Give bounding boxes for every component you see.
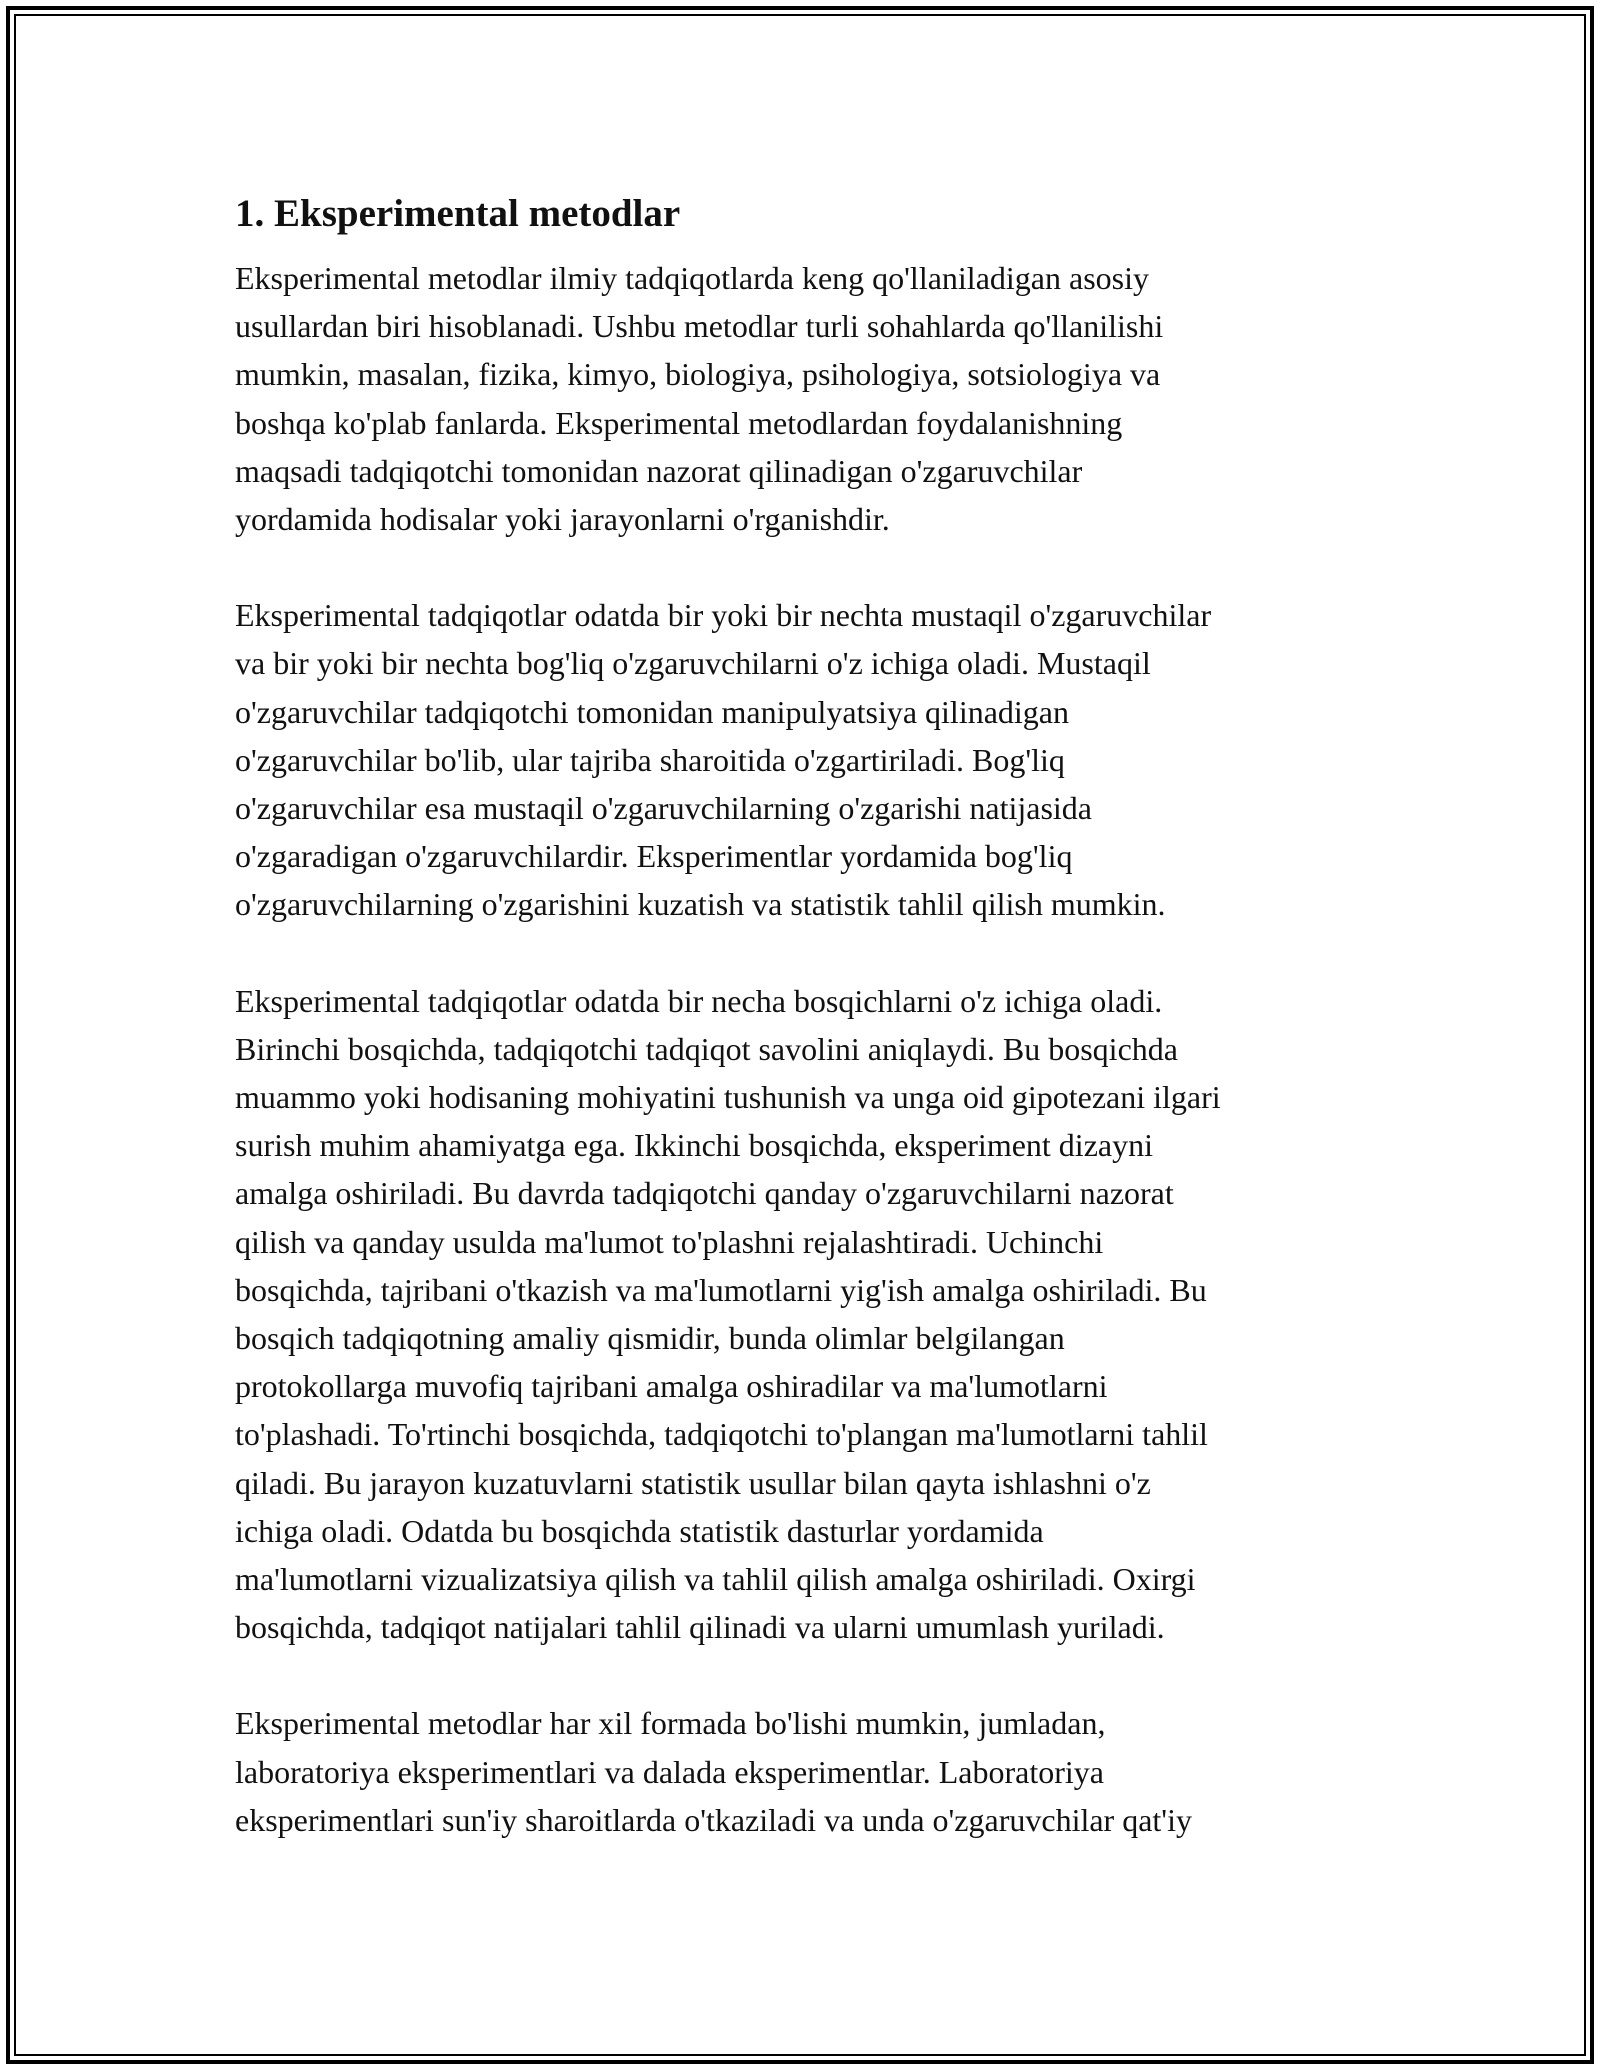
paragraph-line: qilish va qanday usulda ma'lumot to'plashni rejalashtiradi. Uchinchi bbox=[235, 1223, 1104, 1260]
paragraph-line: Eksperimental tadqiqotlar odatda bir necha bosqichlarni o'z ichiga oladi. bbox=[235, 982, 1163, 1019]
paragraph-line: Eksperimental metodlar har xil formada bo'lishi mumkin, jumladan, bbox=[235, 1705, 1106, 1742]
paragraph-line: Eksperimental tadqiqotlar odatda bir yoki bir nechta mustaqil o'zgaruvchilar bbox=[235, 597, 1212, 634]
paragraph-line: va bir yoki bir nechta bog'liq o'zgaruvchilarni o'z ichiga oladi. Mustaqil bbox=[235, 645, 1151, 682]
paragraph-line: o'zgaruvchilar tadqiqotchi tomonidan manipulyatsiya qilinadigan bbox=[235, 693, 1069, 730]
paragraph-line: Eksperimental metodlar ilmiy tadqiqotlarda keng qo'llaniladigan asosiy bbox=[235, 260, 1149, 296]
paragraph-line: bosqichda, tadqiqot natijalari tahlil qilinadi va ularni umumlash yuriladi. bbox=[235, 1609, 1165, 1646]
paragraph-line: laboratoriya eksperimentlari va dalada eksperimentlar. Laboratoriya bbox=[235, 1753, 1104, 1790]
paragraph-container bbox=[235, 254, 1375, 1844]
paragraph-line: ichiga oladi. Odatda bu bosqichda statistik dasturlar yordamida bbox=[235, 1512, 1044, 1549]
paragraph-1 bbox=[235, 254, 1375, 543]
paragraph-line: usullardan biri hisoblanadi. Ushbu metodlar turli sohahlarda qo'llanilishi bbox=[235, 308, 1164, 345]
paragraph-line: o'zgaradigan o'zgaruvchilardir. Eksperimentlar yordamida bog'liq bbox=[235, 838, 1073, 875]
paragraph-line: qiladi. Bu jarayon kuzatuvlarni statistik usullar bilan qayta ishlashni o'z bbox=[235, 1464, 1151, 1501]
paragraph-line: Birinchi bosqichda, tadqiqotchi tadqiqot savolini aniqlaydi. Bu bosqichda bbox=[235, 1030, 1178, 1067]
paragraph-line: eksperimentlari sun'iy sharoitlarda o'tkaziladi va unda o'zgaruvchilar qat'iy bbox=[235, 1801, 1192, 1838]
paragraph-line: yordamida hodisalar yoki jarayonlarni o'rganishdir. bbox=[235, 501, 890, 538]
paragraph-line: muammo yoki hodisaning mohiyatini tushunish va unga oid gipotezani ilgari bbox=[235, 1079, 1221, 1116]
document-body bbox=[235, 186, 1375, 1892]
paragraph-line: maqsadi tadqiqotchi tomonidan nazorat qilinadigan o'zgaruvchilar bbox=[235, 452, 1083, 489]
paragraph-line: surish muhim ahamiyatga ega. Ikkinchi bosqichda, eksperiment dizayni bbox=[235, 1127, 1153, 1164]
paragraph-line: bosqich tadqiqotning amaliy qismidir, bunda olimlar belgilangan bbox=[235, 1320, 1065, 1357]
paragraph-line: o'zgaruvchilar bo'lib, ular tajriba sharoitida o'zgartiriladi. Bog'liq bbox=[235, 741, 1065, 778]
paragraph-line: amalga oshiriladi. Bu davrda tadqiqotchi qanday o'zgaruvchilarni nazorat bbox=[235, 1175, 1174, 1212]
paragraph-3 bbox=[235, 977, 1375, 1652]
paragraph-line: mumkin, masalan, fizika, kimyo, biologiya, psihologiya, sotsiologiya va bbox=[235, 356, 1161, 393]
paragraph-4 bbox=[235, 1699, 1375, 1844]
paragraph-line: o'zgaruvchilar esa mustaqil o'zgaruvchilarning o'zgarishi natijasida bbox=[235, 790, 1092, 827]
paragraph-line: to'plashadi. To'rtinchi bosqichda, tadqiqotchi to'plangan ma'lumotlarni tahlil bbox=[235, 1416, 1208, 1453]
paragraph-2 bbox=[235, 591, 1375, 928]
paragraph-line: o'zgaruvchilarning o'zgarishini kuzatish va statistik tahlil qilish mumkin. bbox=[235, 886, 1166, 923]
section-heading: 1. Eksperimental metodlar bbox=[235, 192, 681, 235]
paragraph-line: boshqa ko'plab fanlarda. Eksperimental metodlardan foydalanishning bbox=[235, 404, 1123, 441]
paragraph-line: protokollarga muvofiq tajribani amalga oshiradilar va ma'lumotlarni bbox=[235, 1368, 1108, 1405]
paragraph-line: bosqichda, tajribani o'tkazish va ma'lumotlarni yig'ish amalga oshiriladi. Bu bbox=[235, 1271, 1207, 1308]
paragraph-line: ma'lumotlarni vizualizatsiya qilish va tahlil qilish amalga oshiriladi. Oxirgi bbox=[235, 1561, 1196, 1598]
